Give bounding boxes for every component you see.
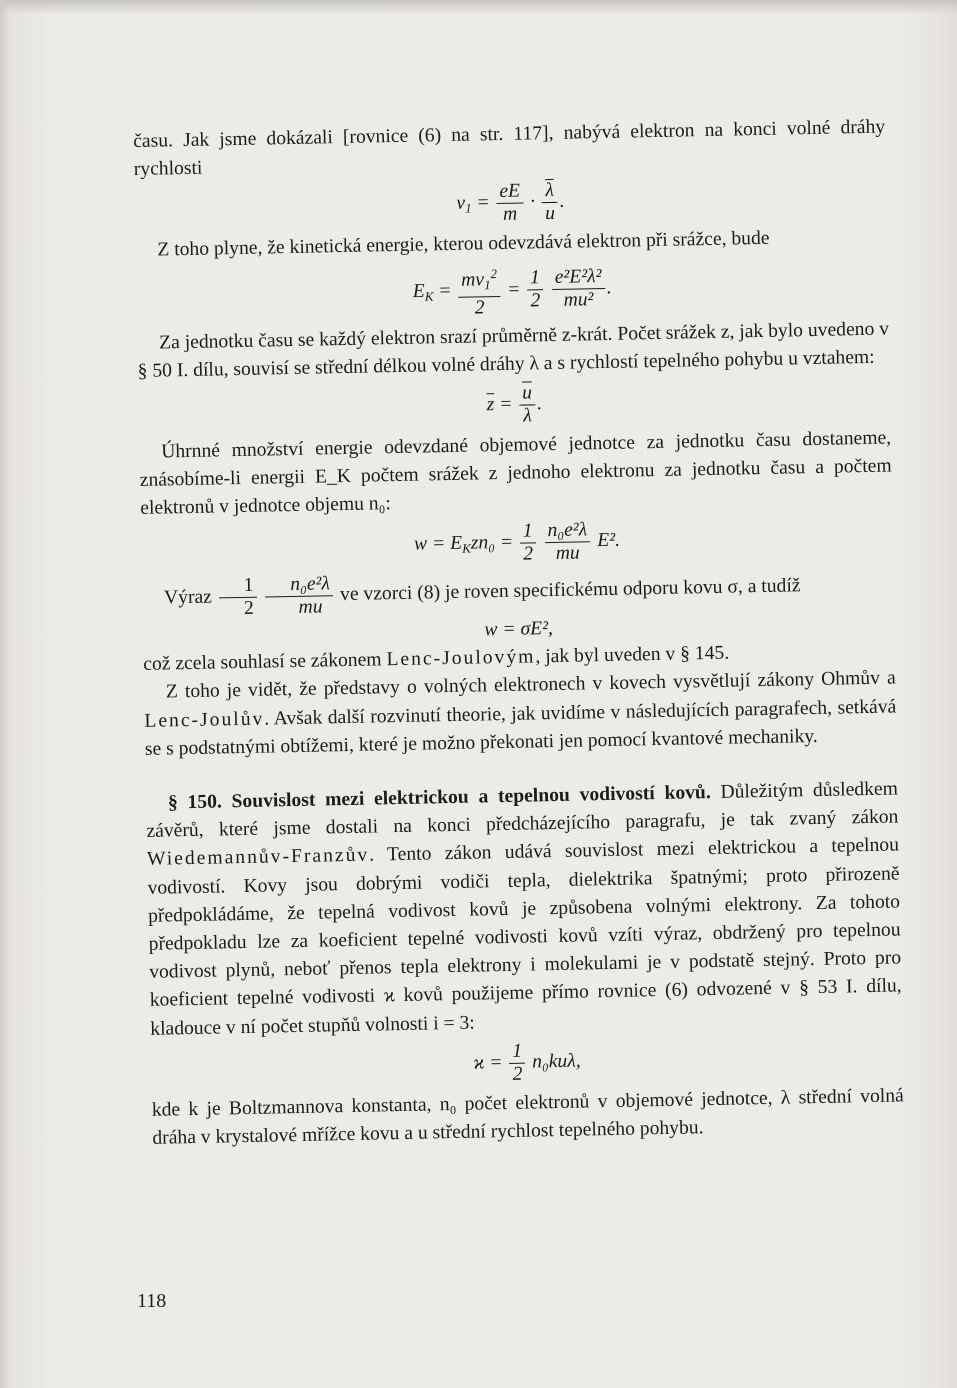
fraction: $\frac{1}{2}$ — [218, 574, 257, 620]
page-gutter-shadow — [0, 0, 10, 1388]
paragraph-5: Výraz $\frac{1}{2}$ $\frac{\text{n₀e²λ}}{mu}$ ve vzorci (8) je roven specifickému odporu kovu σ, a tudíž — [163, 572, 801, 619]
page-edge-shadow — [0, 0, 957, 14]
fraction: $\frac{1}{2}$ — [520, 520, 537, 565]
equation-6: ϰ = $\frac{1}{2}$ n₀kuλ, — [473, 1040, 581, 1085]
fraction: $\frac{1}{2}$ — [509, 1040, 526, 1085]
fraction: $\frac{\overline{u}}{\lambda}$ — [519, 382, 536, 427]
section-150: § 150. Souvislost mezi elektrickou a tepelnou vodivostí kovů. Důležitým důsledkem závěrů, které jsme dostali na konci předcházejícího paragrafu, je tak zvaný zákon Wiedemannův-Franzův. Tento zákon udává souvislost mezi elektrickou a tepelnou vodivostí. Kovy jsou dobrými vodiči tepla, dielektrika špatnými; proto přirozeně předpokládáme, že tepelná vodivost kovů je způsobena volnými elektrony. Za tohoto předpokladu lze za koeficient tepelné vodivosti kovů vzíti výraz, obdržený pro tepelnou vodivost plynů, neboť přenos tepla elektrony i molekulami je v podstatě stejný. Proto pro koeficient tepelné vodivosti ϰ kovů použijeme přímo rovnice (6) odvozené v § 53 I. dílu, kladouce v ní počet stupňů volnosti i = 3: — [146, 778, 902, 1040]
paragraph-1: času. Jak jsme dokázali [rovnice (6) na str. 117], nabývá elektron na konci volné dráhy rychlosti — [133, 116, 886, 181]
paragraph-9: kde k je Boltzmannova konstanta, n₀ počet elektronů v objemové jednotce, λ střední volná dráha v krystalové mřížce kovu a u střední rychlost tepelného pohybu. — [151, 1085, 904, 1149]
section-heading: § 150. Souvislost mezi elektrickou a tepelnou vodivostí kovů. — [167, 782, 711, 814]
fraction: $\frac{\text{e²E²λ²}}{\text{mu²}}$ — [552, 266, 606, 312]
equation-5: w = σE², — [484, 617, 554, 640]
fraction: $\frac{mv_1^2}{2}$ — [458, 263, 501, 320]
fraction: $\frac{\text{n₀e²λ}}{mu}$ — [544, 519, 591, 565]
equation-2: $E_K$ = $\frac{mv_1^2}{2}$ = $\frac{1}{2}$ $\frac{\text{e²E²λ²}}{\text{mu²}}$ . — [136, 255, 889, 325]
fraction: $\frac{\overline{\lambda}}{u}$ — [542, 180, 559, 225]
paragraph-7: Z toho je vidět, že představy o volných elektronech v kovech vysvětlují zákony Ohmův a Lenc-Joulův. Avšak další rozvinutí theorie, jak uvidíme v následujících paragrafech, setkává se s podstatnými obtížemi, které je možno překonati jen pomocí kvantové mechaniky. — [144, 667, 897, 760]
fraction: $\frac{1}{2}$ — [527, 267, 544, 312]
paragraph-4: Úhrnné množství energie odevzdané objemové jednotce za jednotku času dostaneme, znásobíme-li energii E_K počtem srážek z jednoho elektronu za jednotku času a počtem elektronů v jednotce objemu n₀: — [139, 427, 892, 520]
paragraph-2: Z toho plyne, že kinetická energie, kterou odevzdává elektron při srážce, bude — [157, 228, 770, 261]
equation-3: $\overline{z}$ = $\frac{\overline{u}}{\lambda}$ . — [486, 382, 543, 427]
paragraph-3: Za jednotku času se každý elektron srazí průměrně z-krát. Počet srážek z, jak bylo uvedeno v § 50 I. dílu, souvisí se střední délkou volné dráhy λ a s rychlostí tepelného pohybu u vztahem: — [137, 318, 890, 382]
fraction: $\frac{eE}{m}$ — [496, 181, 524, 227]
paragraph-6: což zcela souhlasí se zákonem Lenc-Joulovým, jak byl uveden v § 145. — [143, 642, 730, 676]
equation-1: $v_1$ = $\frac{eE}{m}$ · $\frac{\overline{\lambda}}{u}$ . — [456, 180, 565, 226]
page-number: 118 — [137, 1290, 167, 1312]
page-text — [133, 114, 905, 1153]
fraction: $\frac{\text{n₀e²λ}}{mu}$ — [265, 573, 334, 619]
equation-4: $w = E_Kzn_0$ = $\frac{1}{2}$ $\frac{\text{n₀e²λ}}{mu}$ E². — [413, 518, 621, 565]
